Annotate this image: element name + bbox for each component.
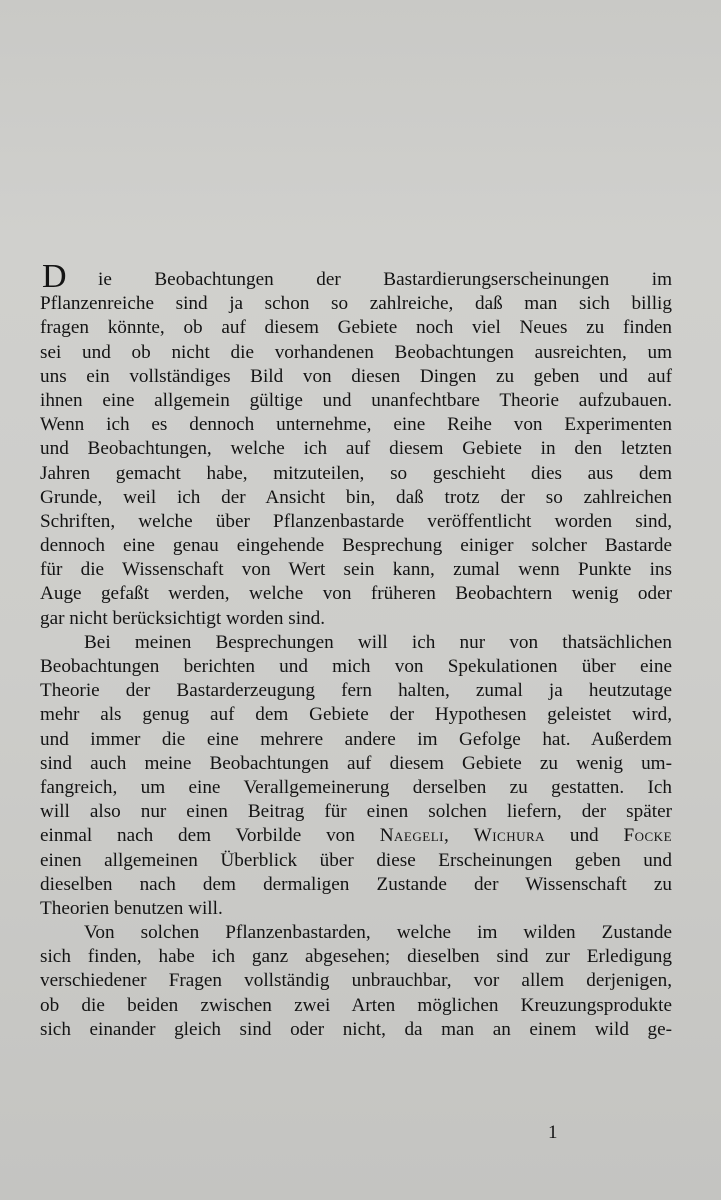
- text-line: fragen könnte, ob auf diesem Gebiete noch viel Neues zu finden: [40, 317, 672, 339]
- text-line: Pflanzenreiche sind ja schon so zahlreiche, daß man sich billig: [40, 293, 672, 315]
- text-line: sind auch meine Beobachtungen auf diesem Gebiete zu wenig um-: [40, 752, 672, 774]
- text-line: Beobachtungen berichten und mich von Spekulationen über eine: [40, 656, 672, 677]
- first-line: [40, 258, 672, 295]
- text-line: Theorien benutzen will.: [40, 897, 223, 919]
- text-segment: einmal nach dem Vorbilde von: [40, 825, 380, 847]
- text-line: sich einander gleich sind oder nicht, da man an einem wild ge-: [40, 1018, 672, 1040]
- text-line: für die Wissenschaft von Wert sein kann, zumal wenn Punkte ins: [40, 559, 672, 581]
- text-line: will also nur einen Beitrag für einen solchen liefern, der später: [40, 801, 672, 823]
- author-name-wichura: Wichura: [473, 825, 546, 847]
- text-line: Von solchen Pflanzenbastarden, welche im wilden Zustande: [84, 922, 672, 944]
- text-line: und immer die eine mehrere andere im Gefolge hat. Außerdem: [40, 728, 672, 750]
- text-line: fangreich, um eine Verallgemeinerung derselben zu gestatten. Ich: [40, 776, 672, 798]
- author-name-naegeli: Naegeli: [379, 825, 444, 847]
- page-number: 1: [548, 1122, 558, 1143]
- text-line: Wenn ich es dennoch unternehme, eine Reihe von Experimenten: [40, 414, 672, 436]
- text-line: sei und ob nicht die vorhandenen Beobachtungen ausreichten, um: [40, 341, 672, 363]
- text-line: uns ein vollständiges Bild von diesen Dingen zu geben und auf: [40, 365, 672, 387]
- text-line: sich finden, habe ich ganz abgesehen; dieselben sind zur Erledigung: [40, 946, 672, 968]
- text-line-with-names: [40, 824, 672, 848]
- drop-cap: D: [42, 258, 67, 295]
- text-line: ob die beiden zwischen zwei Arten möglichen Kreuzungsprodukte: [40, 994, 672, 1016]
- text-segment: und: [545, 825, 624, 847]
- text-line: Schriften, welche über Pflanzenbastarde veröffentlicht worden sind,: [40, 510, 672, 532]
- text-line: verschiedener Fragen vollständig unbrauchbar, vor allem derjenigen,: [40, 970, 672, 992]
- first-line-text: ie Beobachtungen der Bastardierungserscheinungen im: [98, 269, 672, 290]
- text-line: mehr als genug auf dem Gebiete der Hypothesen geleistet wird,: [40, 704, 672, 726]
- text-line: ihnen eine allgemein gültige und unanfechtbare Theorie aufzubauen.: [40, 389, 672, 411]
- author-name-focke: Focke: [623, 825, 673, 847]
- text-line: und Beobachtungen, welche ich auf diesem Gebiete in den letzten: [40, 438, 672, 460]
- text-line: Grunde, weil ich der Ansicht bin, daß trotz der so zahlreichen: [40, 486, 672, 508]
- text-line: dieselben nach dem dermaligen Zustande der Wissenschaft zu: [40, 873, 672, 895]
- text-line: Auge gefaßt werden, welche von früheren Beobachtern wenig oder: [40, 583, 672, 605]
- text-line: Theorie der Bastarderzeugung fern halten, zumal ja heutzutage: [40, 680, 672, 702]
- text-line: gar nicht berücksichtigt worden sind.: [40, 607, 326, 629]
- text-line: dennoch eine genau eingehende Besprechung einiger solcher Bastarde: [40, 535, 672, 557]
- text-line: einen allgemeinen Überblick über diese Erscheinungen geben und: [40, 849, 672, 871]
- text-line: Bei meinen Besprechungen will ich nur von thatsächlichen: [84, 631, 672, 653]
- text-segment: ,: [443, 825, 474, 847]
- body-text: [40, 258, 673, 1042]
- text-line: Jahren gemacht habe, mitzuteilen, so geschieht dies aus dem: [40, 462, 672, 484]
